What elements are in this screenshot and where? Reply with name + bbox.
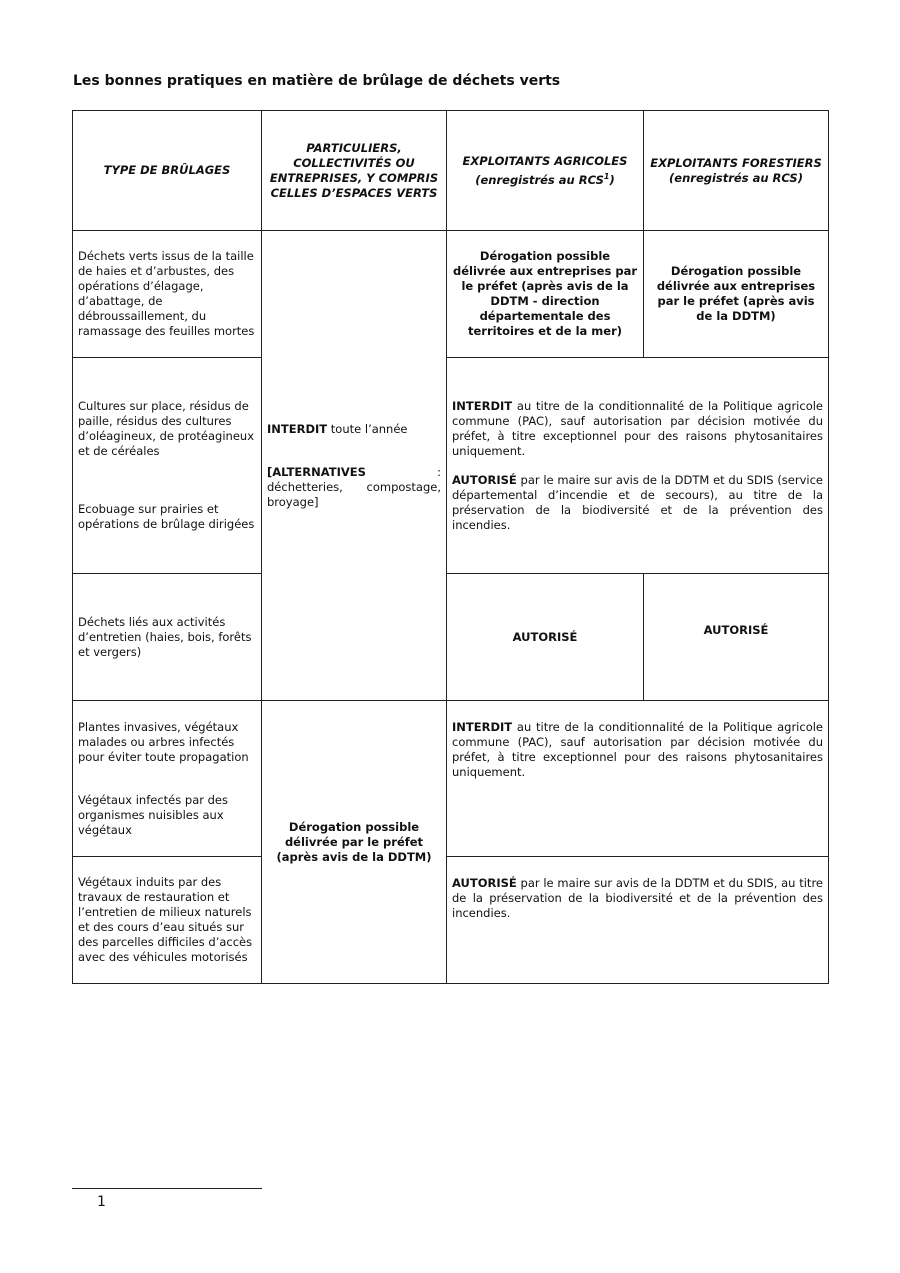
interdit-label: INTERDIT: [267, 421, 328, 436]
page-title: Les bonnes pratiques en matière de brûlage de déchets verts: [73, 73, 561, 89]
header-agricoles-label: EXPLOITANTS AGRICOLES (enregistrés au RCS: [462, 153, 628, 187]
header-forestiers: EXPLOITANTS FORESTIERS (enregistrés au RCS): [644, 111, 829, 231]
footnote-separator: [72, 1188, 262, 1189]
alternatives-text: : déchetteries, compostage, broyage]: [267, 464, 441, 509]
row2-type: [73, 358, 262, 574]
row1-agricoles: Dérogation possible délivrée aux entreprises par le préfet (après avis de la DDTM - direction départementale des territoires et de la mer): [447, 231, 644, 358]
table-row: [73, 701, 829, 857]
row2-autorise-text: par le maire sur avis de la DDTM et du SDIS (service départemental d’incendie et de secours), au titre de la préservation de la biodiversité et de la prévention des incendies.: [452, 472, 823, 532]
particuliers-interdit: [267, 422, 441, 437]
header-particuliers: PARTICULIERS, COLLECTIVITÉS OU ENTREPRISES, Y COMPRIS CELLES D’ESPACES VERTS: [262, 111, 447, 231]
row1-type: Déchets verts issus de la taille de haies et d’arbustes, des opérations d’élagage, d’abattage, de débroussaillement, du ramassage des feuilles mortes: [73, 231, 262, 358]
row3-type: Déchets liés aux activités d’entretien (haies, bois, forêts et vergers): [73, 574, 262, 701]
row4-particuliers: Dérogation possible délivrée par le préfet (après avis de la DDTM): [262, 701, 447, 984]
alternatives-label: [ALTERNATIVES: [267, 464, 366, 479]
header-type: TYPE DE BRÛLAGES: [73, 111, 262, 231]
row5-type: Végétaux induits par des travaux de restauration et l’entretien de milieux naturels et des cours d’eau situés sur des parcelles difficiles d’accès avec des véhicules motorisés: [73, 857, 262, 984]
particuliers-alternatives: [267, 465, 441, 510]
row5-autorise-text: par le maire sur avis de la DDTM et du SDIS, au titre de la préservation de la biodiversité et de la prévention des incendies.: [452, 876, 823, 920]
row2-type-a: Cultures sur place, résidus de paille, résidus des cultures d’oléagineux, de protéagineux et de céréales: [78, 399, 254, 458]
table-row: [73, 358, 829, 574]
row3-agricoles: AUTORISÉ: [447, 574, 644, 701]
header-agricoles-close: ): [609, 172, 615, 187]
row5-autorise-label: AUTORISÉ: [452, 876, 517, 890]
row5-exploitants: [447, 857, 829, 984]
row2-autorise-label: AUTORISÉ: [452, 472, 517, 487]
row4-interdit-label: INTERDIT: [452, 720, 513, 734]
row3-forestiers: AUTORISÉ: [644, 574, 829, 701]
row4-type-b: Végétaux infectés par des organismes nuisibles aux végétaux: [78, 792, 228, 837]
row2-autorise: [452, 473, 823, 533]
table-row: [73, 231, 829, 358]
interdit-text: toute l’année: [327, 421, 408, 436]
row2-type-b: Ecobuage sur prairies et opérations de brûlage dirigées: [78, 502, 255, 531]
table-header-row: [73, 111, 829, 231]
row4-type: [73, 701, 262, 857]
header-agricoles: [447, 111, 644, 231]
particuliers-interdit-cell: [262, 231, 447, 701]
row4-type-a: Plantes invasives, végétaux malades ou arbres infectés pour éviter toute propagation: [78, 719, 249, 764]
table-row: [73, 857, 829, 984]
row2-interdit-text: au titre de la conditionnalité de la Politique agricole commune (PAC), sauf autorisation par décision motivée du préfet, à titre exceptionnel pour des raisons phytosanitaires uniquement.: [452, 398, 823, 458]
row2-interdit-label: INTERDIT: [452, 398, 513, 413]
row4-interdit-text: au titre de la conditionnalité de la Politique agricole commune (PAC), sauf autorisation par décision motivée du préfet, à titre exceptionnel pour des raisons phytosanitaires uniquement.: [452, 720, 823, 779]
row5-autorise: [452, 876, 823, 921]
row4-exploitants: [447, 701, 829, 857]
row2-interdit: [452, 399, 823, 459]
burning-practices-table: [72, 110, 829, 984]
footnote-ref: 1: [603, 171, 610, 181]
row2-exploitants: [447, 358, 829, 574]
footnote-number: 1: [97, 1194, 106, 1210]
row4-interdit: [452, 720, 823, 780]
table-row: [73, 574, 829, 701]
row1-forestiers: Dérogation possible délivrée aux entreprises par le préfet (après avis de la DDTM): [644, 231, 829, 358]
